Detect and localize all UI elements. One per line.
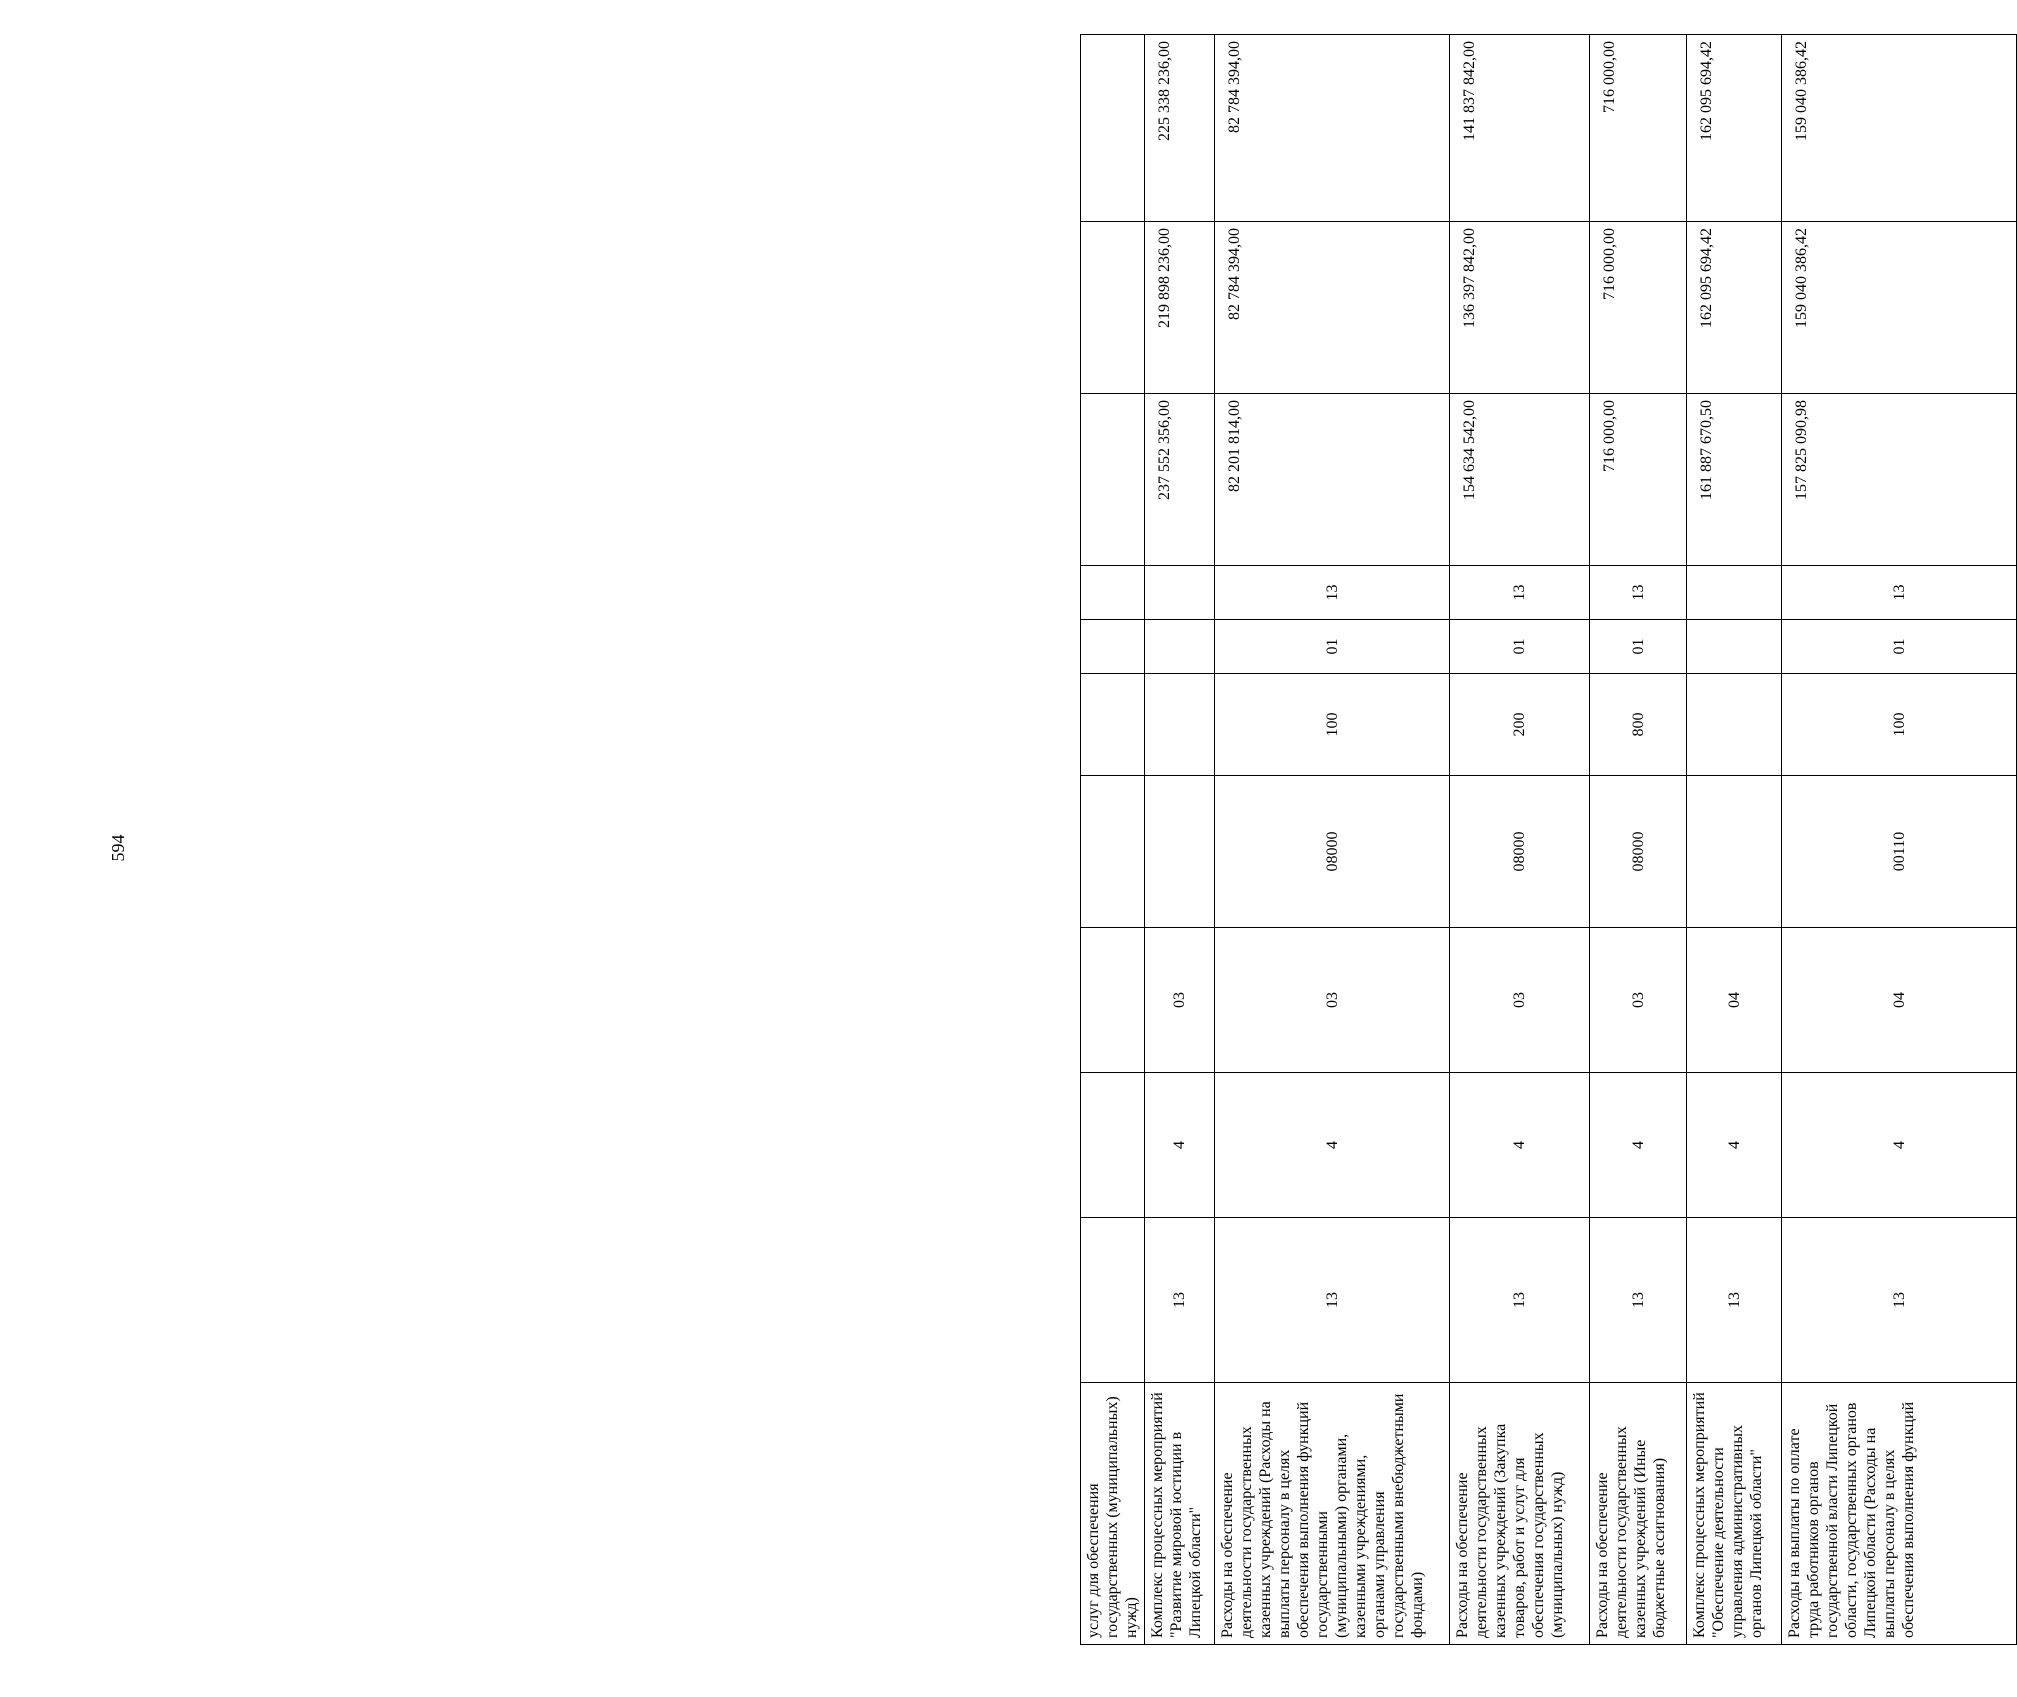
- code-cell: [1145, 776, 1215, 928]
- code-cell: 01: [1215, 620, 1450, 674]
- code-cell: 13: [1450, 1218, 1590, 1383]
- code-cell: 03: [1590, 928, 1687, 1073]
- amount-cell: 162 095 694,42: [1687, 222, 1782, 394]
- code-cell: 13: [1215, 1218, 1450, 1383]
- amount-cell: 159 040 386,42: [1782, 35, 2017, 222]
- code-cell: [1081, 1218, 1145, 1383]
- code-cell: [1145, 620, 1215, 674]
- code-cell: 13: [1215, 566, 1450, 620]
- budget-table-wrapper: [1080, 35, 2010, 1645]
- amount-cell: 716 000,00: [1590, 222, 1687, 394]
- code-cell: 03: [1450, 928, 1590, 1073]
- code-cell: 800: [1590, 674, 1687, 776]
- table-row: [1081, 35, 1145, 1645]
- code-cell: 04: [1782, 928, 2017, 1073]
- code-cell: [1081, 566, 1145, 620]
- code-cell: [1687, 566, 1782, 620]
- amount-cell: 82 784 394,00: [1215, 35, 1450, 222]
- code-cell: 04: [1687, 928, 1782, 1073]
- code-cell: [1081, 776, 1145, 928]
- row-name: Комплекс процессных мероприятий "Развитие мировой юстиции в Липецкой области": [1145, 1383, 1215, 1645]
- code-cell: 03: [1215, 928, 1450, 1073]
- code-cell: 13: [1590, 1218, 1687, 1383]
- amount-cell: 161 887 670,50: [1687, 394, 1782, 566]
- row-name: услуг для обеспечения государственных (муниципальных) нужд): [1081, 1383, 1145, 1645]
- table-row: [1450, 35, 1590, 1645]
- code-cell: 4: [1450, 1073, 1590, 1218]
- code-cell: 03: [1145, 928, 1215, 1073]
- code-cell: 01: [1450, 620, 1590, 674]
- code-cell: 4: [1215, 1073, 1450, 1218]
- code-cell: 4: [1782, 1073, 2017, 1218]
- code-cell: 13: [1782, 566, 2017, 620]
- code-cell: 4: [1687, 1073, 1782, 1218]
- code-cell: 4: [1145, 1073, 1215, 1218]
- code-cell: 200: [1450, 674, 1590, 776]
- code-cell: 100: [1782, 674, 2017, 776]
- code-cell: 13: [1782, 1218, 2017, 1383]
- amount-cell: 141 837 842,00: [1450, 35, 1590, 222]
- code-cell: [1687, 620, 1782, 674]
- table-row: [1782, 35, 2017, 1645]
- amount-cell: 159 040 386,42: [1782, 222, 2017, 394]
- code-cell: 100: [1215, 674, 1450, 776]
- code-cell: [1145, 566, 1215, 620]
- row-name: Расходы на обеспечение деятельности государственных казенных учреждений (Закупка товаров, работ и услуг для обеспечения государственных (муниципальных) нужд): [1450, 1383, 1590, 1645]
- amount-cell: 82 784 394,00: [1215, 222, 1450, 394]
- code-cell: [1081, 928, 1145, 1073]
- code-cell: 13: [1450, 566, 1590, 620]
- amount-cell: 162 095 694,42: [1687, 35, 1782, 222]
- code-cell: [1081, 620, 1145, 674]
- amount-cell: [1081, 394, 1145, 566]
- row-name: Расходы на обеспечение деятельности государственных казенных учреждений (Расходы на выплаты персоналу в целях обеспечения выполнения функций государственными (муниципальными) органами, казенными учреждениями, органами управления государственными внебюджетными фондами): [1215, 1383, 1450, 1645]
- code-cell: 08000: [1590, 776, 1687, 928]
- row-name: Расходы на выплаты по оплате труда работников органов государственной власти Липецкой области, государственных органов Липецкой области (Расходы на выплаты персоналу в целях обеспечения выполнения функций: [1782, 1383, 2017, 1645]
- amount-cell: 219 898 236,00: [1145, 222, 1215, 394]
- code-cell: [1081, 674, 1145, 776]
- code-cell: [1687, 776, 1782, 928]
- amount-cell: 716 000,00: [1590, 394, 1687, 566]
- table-row: [1687, 35, 1782, 1645]
- code-cell: 01: [1782, 620, 2017, 674]
- amount-cell: 225 338 236,00: [1145, 35, 1215, 222]
- page-number: 594: [108, 834, 128, 862]
- code-cell: 4: [1590, 1073, 1687, 1218]
- amount-cell: 237 552 356,00: [1145, 394, 1215, 566]
- row-name: Расходы на обеспечение деятельности государственных казенных учреждений (Иные бюджетные ассигнования): [1590, 1383, 1687, 1645]
- code-cell: [1687, 674, 1782, 776]
- amount-cell: 154 634 542,00: [1450, 394, 1590, 566]
- table-row: [1145, 35, 1215, 1645]
- code-cell: 13: [1145, 1218, 1215, 1383]
- amount-cell: 716 000,00: [1590, 35, 1687, 222]
- amount-cell: 82 201 814,00: [1215, 394, 1450, 566]
- row-name: Комплекс процессных мероприятий "Обеспечение деятельности управления административных органов Липецкой области": [1687, 1383, 1782, 1645]
- amount-cell: [1081, 35, 1145, 222]
- code-cell: 08000: [1215, 776, 1450, 928]
- code-cell: [1145, 674, 1215, 776]
- table-row: [1215, 35, 1450, 1645]
- code-cell: 01: [1590, 620, 1687, 674]
- code-cell: 13: [1590, 566, 1687, 620]
- budget-table: [1080, 34, 2017, 1645]
- amount-cell: 136 397 842,00: [1450, 222, 1590, 394]
- code-cell: [1081, 1073, 1145, 1218]
- code-cell: 08000: [1450, 776, 1590, 928]
- code-cell: 13: [1687, 1218, 1782, 1383]
- amount-cell: 157 825 090,98: [1782, 394, 2017, 566]
- table-row: [1590, 35, 1687, 1645]
- amount-cell: [1081, 222, 1145, 394]
- code-cell: 00110: [1782, 776, 2017, 928]
